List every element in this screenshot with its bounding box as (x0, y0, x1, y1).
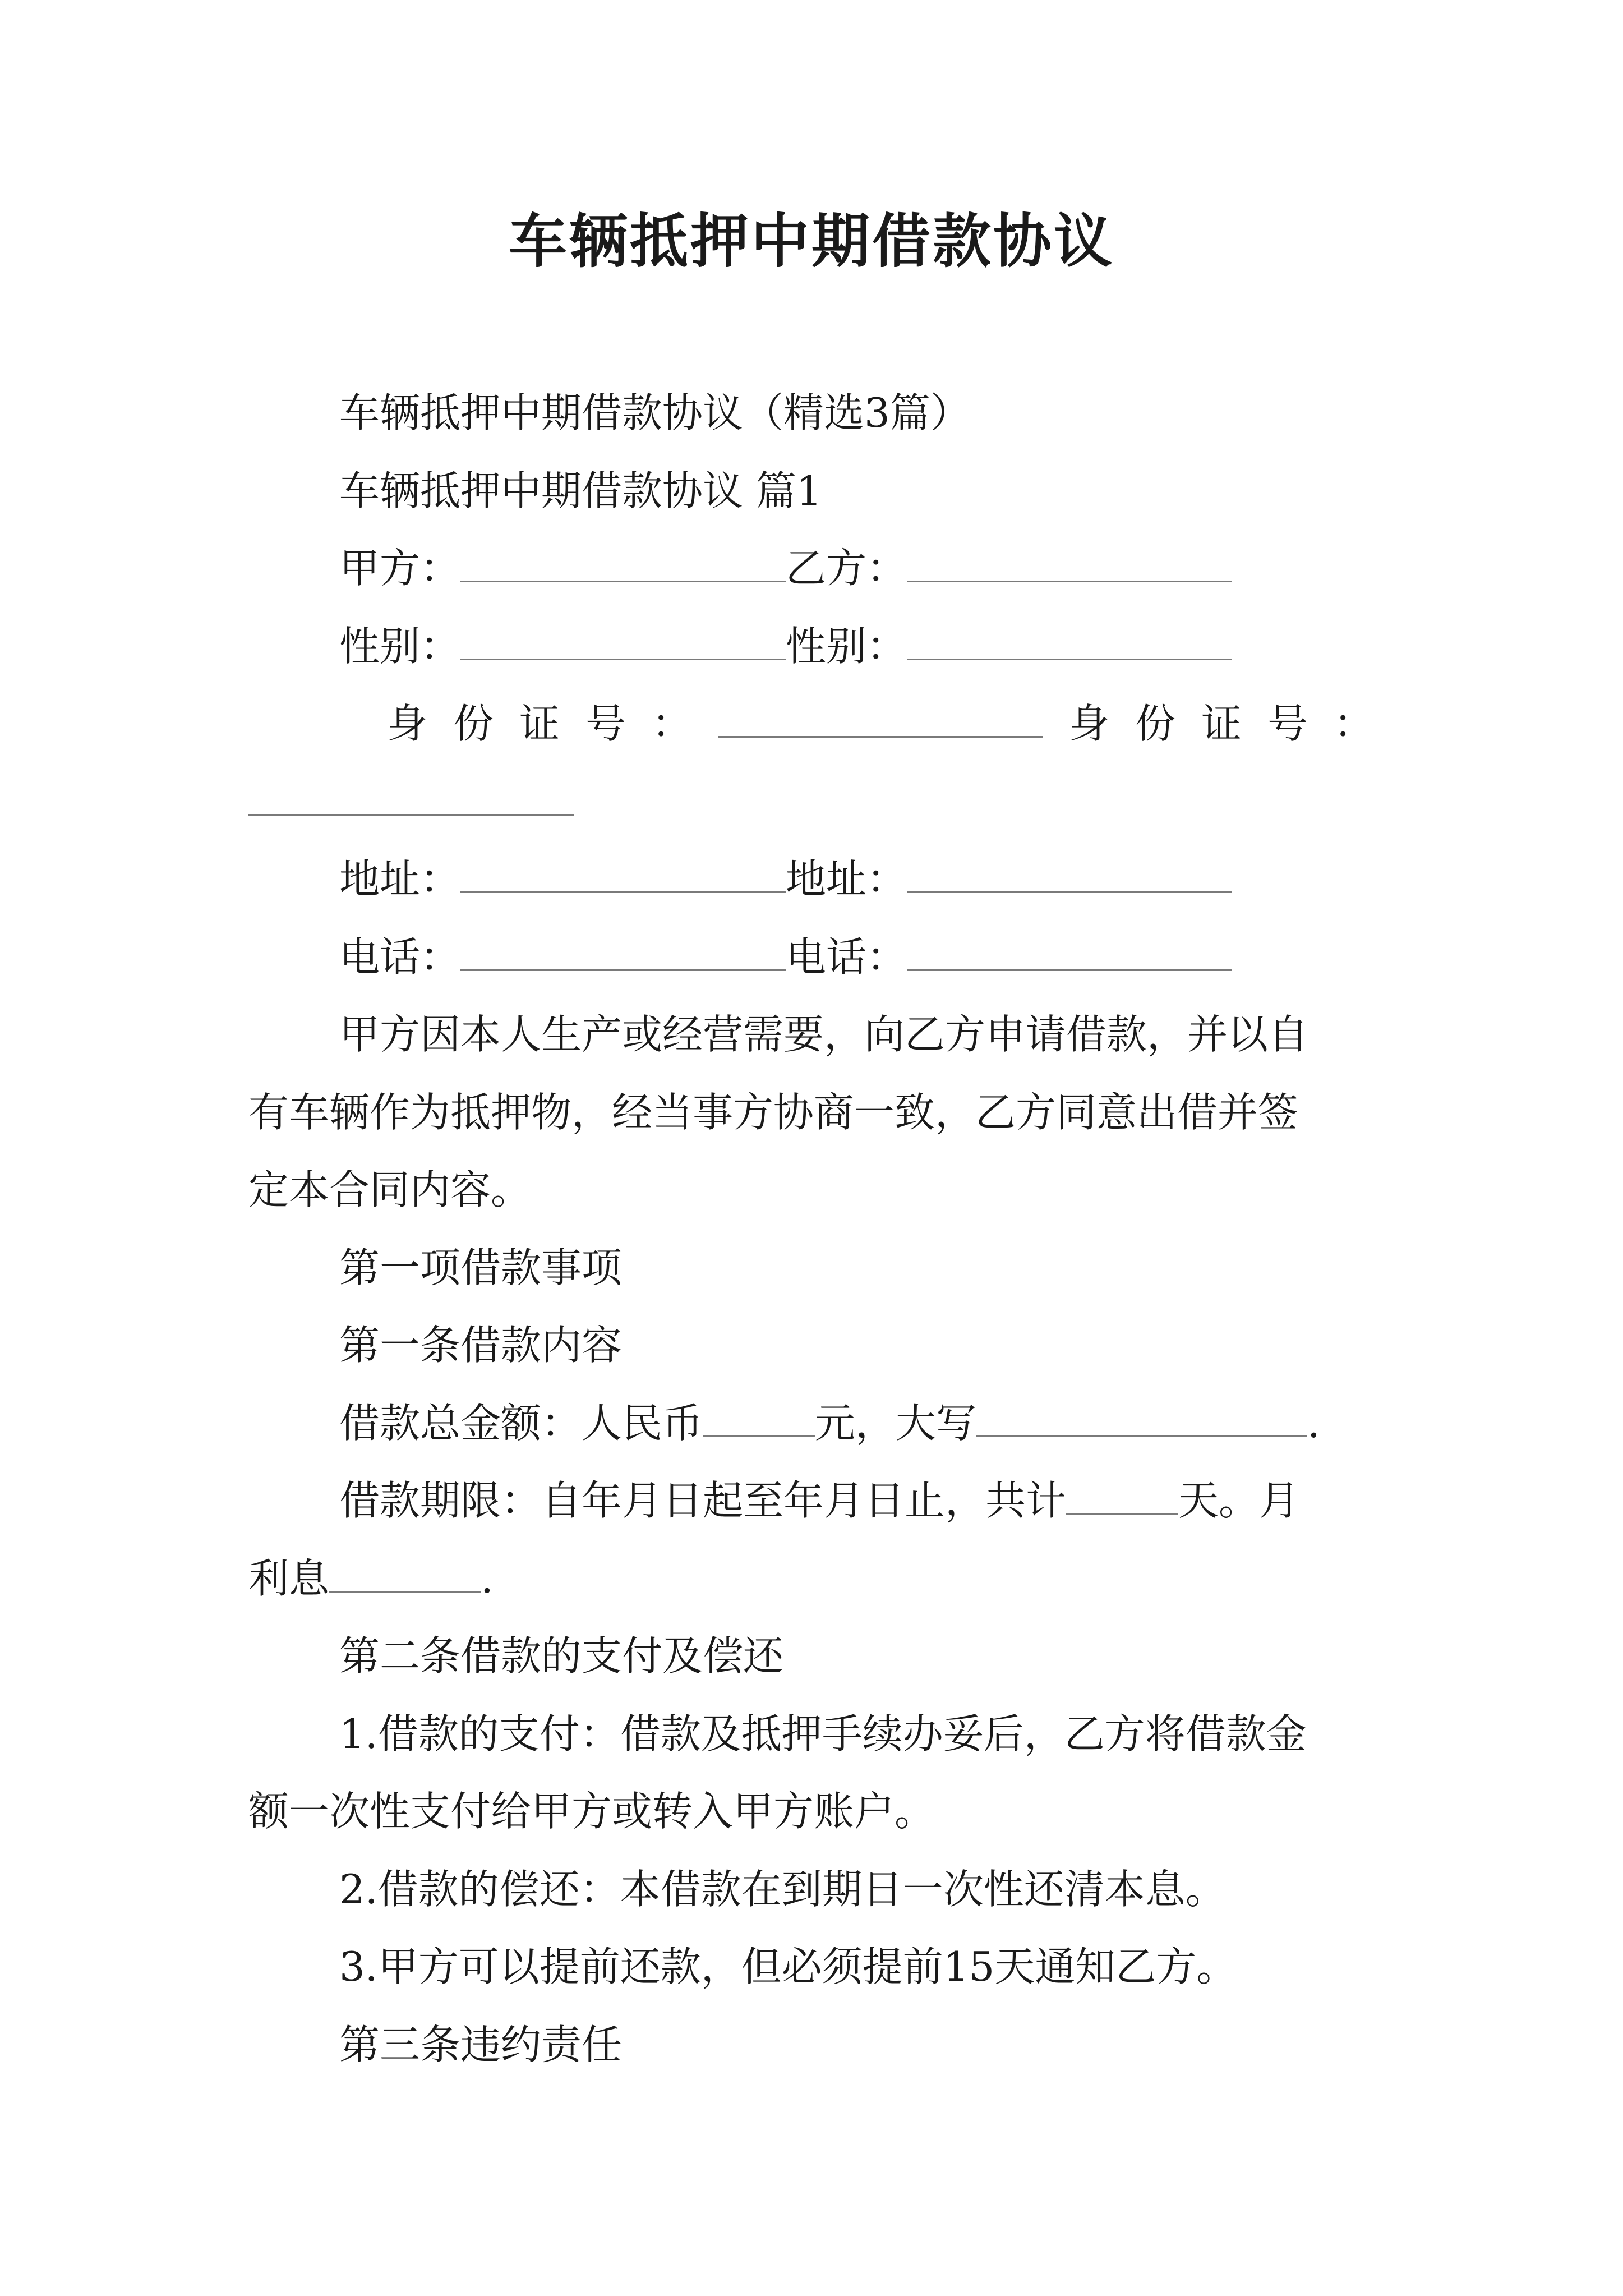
loan-amount-line (339, 1395, 1320, 1451)
document-title: 车辆抵押中期借款协议 (508, 206, 1114, 275)
loan-term-mid: 天。月 (1178, 1477, 1300, 1524)
id-b-blank-row (248, 774, 574, 830)
payment-line-1: 1.借款的支付：借款及抵押手续办妥后，乙方将借款金 (339, 1710, 1307, 1757)
gender-b-blank (907, 619, 1232, 660)
phone-row (339, 929, 1232, 985)
article1-heading: 第一条借款内容 (339, 1322, 623, 1369)
address-a-label: 地址： (339, 855, 461, 903)
intro-line-3: 定本合同内容。 (248, 1166, 532, 1213)
loan-amount-words-blank (976, 1396, 1307, 1437)
loan-interest-end: . (481, 1555, 494, 1602)
loan-amount-prefix: 借款总金额：人民币 (339, 1400, 703, 1447)
section-heading: 车辆抵押中期借款协议 篇1 (339, 467, 822, 514)
repayment-line: 2.借款的偿还：本借款在到期日一次性还清本息。 (339, 1866, 1226, 1913)
party-a-label: 甲方： (339, 545, 461, 592)
id-row (387, 696, 1400, 752)
phone-b-label: 电话： (786, 933, 907, 981)
id-b-label: 身份证号： (1069, 700, 1400, 747)
party-b-blank (907, 541, 1232, 582)
gender-b-label: 性别： (786, 623, 907, 670)
phone-a-blank (460, 930, 786, 971)
id-a-blank (718, 697, 1043, 738)
gender-a-blank (460, 619, 786, 660)
payment-line-2: 额一次性支付给甲方或转入甲方账户。 (248, 1788, 935, 1835)
article3-heading: 第三条违约责任 (339, 2021, 623, 2068)
item1-heading: 第一项借款事项 (339, 1244, 623, 1291)
intro-line-1: 甲方因本人生产或经营需要，向乙方申请借款，并以自 (339, 1011, 1309, 1058)
intro-line-2: 有车辆作为抵押物，经当事方协商一致，乙方同意出借并签 (248, 1089, 1299, 1136)
address-b-blank (907, 852, 1232, 893)
loan-term-days-blank (1066, 1474, 1178, 1515)
early-repayment-line: 3.甲方可以提前还款，但必须提前15天通知乙方。 (339, 1943, 1237, 1990)
phone-a-label: 电话： (339, 933, 461, 981)
loan-interest-line (248, 1550, 494, 1607)
id-a-label: 身份证号： (387, 700, 718, 747)
loan-amount-mid: 元，大写 (815, 1400, 977, 1447)
phone-b-blank (907, 930, 1232, 971)
loan-term-line (339, 1473, 1299, 1529)
article2-heading: 第二条借款的支付及偿还 (339, 1632, 784, 1680)
gender-row (339, 618, 1232, 674)
loan-term-prefix: 借款期限：自年月日起至年月日止，共计 (339, 1477, 1067, 1524)
document-subtitle: 车辆抵押中期借款协议（精选3篇） (339, 389, 971, 436)
party-row (339, 540, 1232, 596)
party-a-blank (460, 541, 786, 582)
id-b-blank (248, 775, 574, 816)
loan-amount-end: . (1307, 1400, 1320, 1447)
loan-interest-prefix: 利息 (248, 1555, 330, 1602)
loan-interest-blank (329, 1552, 481, 1593)
address-a-blank (460, 852, 786, 893)
address-row (339, 851, 1232, 907)
gender-a-label: 性别： (339, 623, 461, 670)
party-b-label: 乙方： (786, 545, 907, 592)
loan-amount-blank (703, 1396, 815, 1437)
address-b-label: 地址： (786, 855, 907, 903)
